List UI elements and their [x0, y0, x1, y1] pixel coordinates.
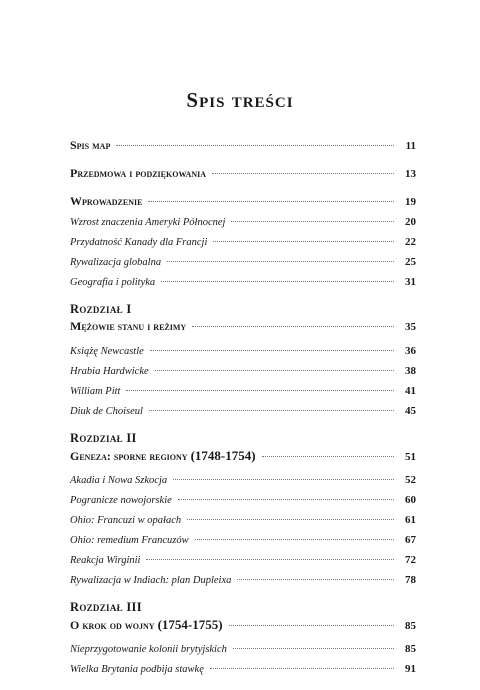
toc-page-number: 52 [405, 474, 416, 486]
dot-leader [195, 539, 394, 540]
toc-subentry[interactable] [70, 236, 416, 256]
toc-page-number: 13 [405, 168, 416, 180]
chapter-title: Mężowie stanu i reżimy [70, 319, 187, 333]
toc-page-number: 51 [405, 451, 416, 463]
toc-subentry[interactable] [70, 474, 416, 494]
toc-subentry-label: Ohio: remedium Francuzów [70, 535, 189, 546]
dot-leader [231, 221, 394, 222]
toc-subentry[interactable] [70, 365, 416, 385]
chapter-title: Geneza: sporne regiony (1748-1754) [70, 448, 256, 463]
dot-leader [167, 261, 394, 262]
toc-subentry-label: Ohio: Francuzi w opałach [70, 515, 182, 526]
toc-subentry[interactable] [70, 385, 416, 405]
page-title: Spis treści [186, 88, 294, 112]
toc-subentry-label: Reakcja Wirginii [70, 555, 141, 566]
toc-subentry-label: Pogranicze nowojorskie [70, 495, 172, 506]
toc-subentry-label: Przydatność Kanady dla Francji [70, 237, 208, 248]
toc-page-number: 38 [405, 365, 416, 377]
dot-leader [212, 173, 394, 174]
toc-entry-label: Przedmowa i podziękowania [70, 166, 207, 180]
dot-leader [148, 201, 394, 202]
dot-leader [173, 479, 394, 480]
toc-page-number: 85 [405, 643, 416, 655]
toc-entry-label: Spis map [70, 138, 111, 152]
toc-page-number: 22 [405, 236, 416, 248]
dot-leader [155, 370, 394, 371]
toc-subentry[interactable] [70, 643, 416, 663]
dot-leader [161, 281, 394, 282]
toc-subentry[interactable] [70, 663, 416, 683]
toc-entry-label: Wprowadzenie [70, 194, 143, 208]
toc-subentry-label: Diuk de Choiseul [70, 406, 143, 417]
chapter-title: O krok od wojny (1754-1755) [70, 617, 223, 632]
toc-subentry[interactable] [70, 514, 416, 534]
toc-entry-introduction[interactable] [70, 194, 416, 216]
dot-leader [229, 625, 394, 626]
toc-subentry-label: Wzrost znaczenia Ameryki Północnej [70, 217, 226, 228]
toc-page-number: 31 [405, 276, 416, 288]
toc-subentry-label: Akadia i Nowa Szkocja [70, 475, 168, 486]
toc-subentry[interactable] [70, 256, 416, 276]
toc-page-number: 67 [405, 534, 416, 546]
toc-subentry-label: William Pitt [70, 386, 121, 397]
toc-subentry-label: Książę Newcastle [70, 346, 144, 357]
dot-leader [116, 145, 394, 146]
toc-subentry[interactable] [70, 494, 416, 514]
dot-leader [150, 350, 394, 351]
toc-page-number: 36 [405, 345, 416, 357]
dot-leader [149, 410, 394, 411]
dot-leader [237, 579, 394, 580]
toc-page-number: 41 [405, 385, 416, 397]
toc-chapter-entry[interactable] [70, 319, 416, 339]
dot-leader [187, 519, 394, 520]
toc-page-number: 72 [405, 554, 416, 566]
chapter-label: Rozdział II [70, 431, 137, 445]
toc-page-number: 91 [405, 663, 416, 675]
toc-page-number: 61 [405, 514, 416, 526]
toc-page-number: 19 [405, 196, 416, 208]
dot-leader [233, 648, 394, 649]
toc-subentry[interactable] [70, 554, 416, 574]
toc-subentry-label: Rywalizacja globalna [70, 257, 162, 268]
toc-subentry-label: Geografia i polityka [70, 277, 156, 288]
dot-leader [262, 456, 394, 457]
dot-leader [178, 499, 394, 500]
dot-leader [126, 390, 394, 391]
chapter-label: Rozdział III [70, 600, 142, 614]
toc-page-number: 78 [405, 574, 416, 586]
dot-leader [210, 668, 394, 669]
toc-subentry[interactable] [70, 534, 416, 554]
chapter-years: (1754-1755) [157, 617, 223, 632]
toc-subentry[interactable] [70, 574, 416, 594]
dot-leader [192, 326, 394, 327]
toc-subentry-label: Hrabia Hardwicke [70, 366, 149, 377]
toc-page-number: 35 [405, 321, 416, 333]
dot-leader [146, 559, 394, 560]
toc-subentry-label: Wielka Brytania podbija stawkę [70, 664, 204, 675]
toc-page-number: 60 [405, 494, 416, 506]
toc-entry-preface[interactable] [70, 166, 416, 188]
toc-chapter-entry[interactable] [70, 617, 416, 637]
toc-subentry[interactable] [70, 216, 416, 236]
toc-page-number: 20 [405, 216, 416, 228]
toc-entry-maps[interactable] [70, 138, 416, 160]
toc-subentry[interactable] [70, 345, 416, 365]
toc-chapter-entry[interactable] [70, 448, 416, 468]
toc-page-number: 85 [405, 620, 416, 632]
toc-page-number: 25 [405, 256, 416, 268]
toc-subentry-label: Nieprzygotowanie kolonii brytyjskich [70, 644, 227, 655]
chapter-years: (1748-1754) [190, 448, 256, 463]
table-of-contents [70, 138, 416, 683]
chapter-label: Rozdział I [70, 302, 132, 316]
toc-subentry[interactable] [70, 276, 416, 296]
toc-page-number: 45 [405, 405, 416, 417]
toc-subentry-label: Rywalizacja w Indiach: plan Dupleixa [70, 575, 232, 586]
toc-subentry[interactable] [70, 405, 416, 425]
toc-page-number: 11 [405, 140, 416, 152]
dot-leader [213, 241, 394, 242]
